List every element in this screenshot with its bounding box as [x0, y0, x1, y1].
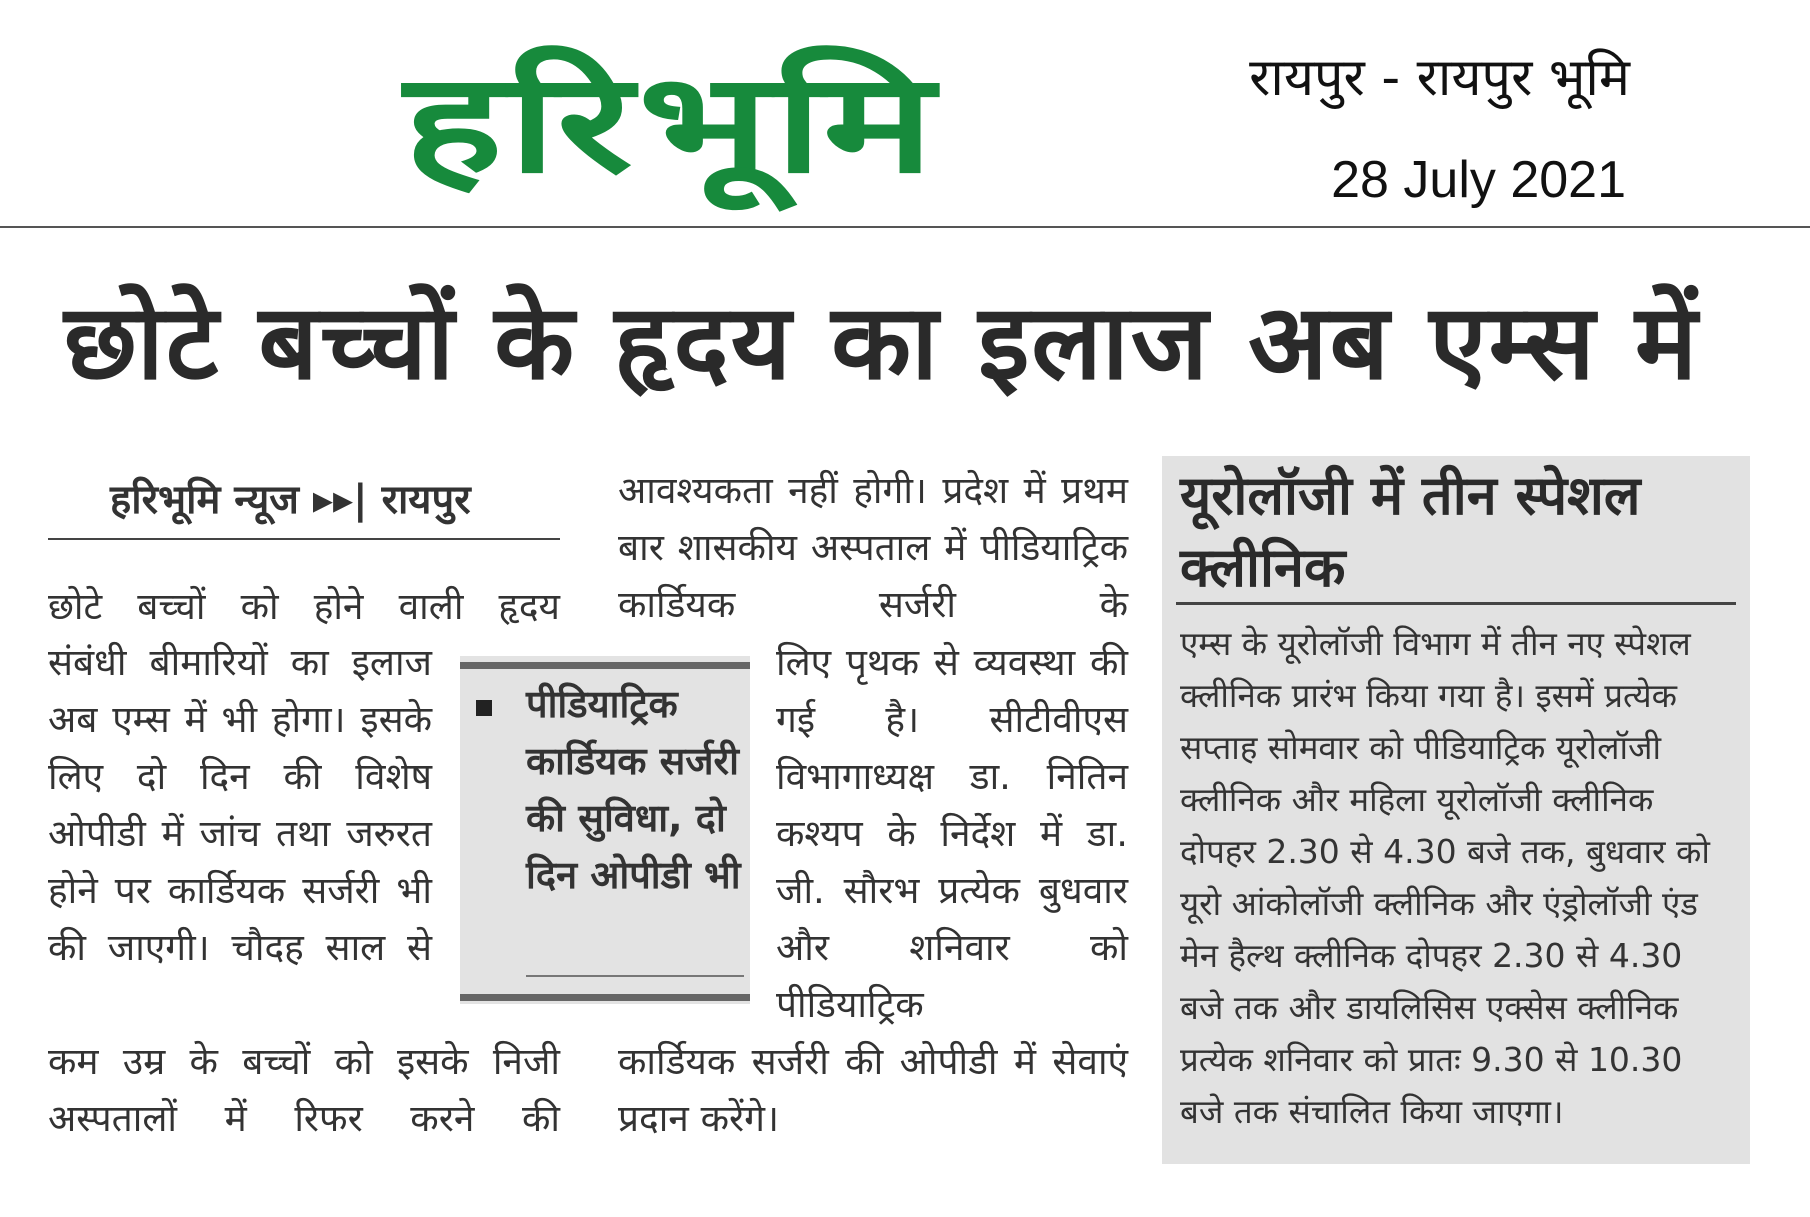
paragraph: कम उम्र के बच्चों को इसके निजी अस्पतालों में रिफर करने की: [48, 1040, 560, 1140]
article-column-1-body: [48, 634, 432, 976]
article-column-1-end: [48, 1033, 560, 1147]
paragraph: आवश्यकता नहीं होगी। प्रदेश में प्रथम बार शासकीय अस्पताल में पीडियाट्रिक कार्डियक सर्जरी के: [618, 469, 1128, 626]
pullquote-bottom-rule: [460, 994, 750, 1001]
paragraph: संबंधी बीमारियों का इलाज अब एम्स में भी होगा। इसके लिए दो दिन की विशेष ओपीडी में जांच तथा जरुरत होने पर कार्डियक सर्जरी भी की जाएगी। चौदह साल से: [48, 641, 432, 969]
edition-label: रायपुर - रायपुर भूमि: [1249, 48, 1630, 108]
sidebar-title-rule: [1176, 602, 1736, 605]
article-column-2-end: [618, 1033, 1128, 1147]
pullquote-inner-rule: [526, 975, 744, 977]
article-headline: छोटे बच्चों के हृदय का इलाज अब एम्स में: [64, 281, 1700, 403]
article-column-2-body: [776, 634, 1128, 1033]
article-column-1-intro: [48, 578, 560, 635]
sidebar-title: यूरोलॉजी में तीन स्पेशल क्लीनिक: [1180, 464, 1641, 599]
byline-divider: [48, 538, 560, 540]
paragraph: कार्डियक सर्जरी की ओपीडी में सेवाएं प्रदान करेंगे।: [618, 1040, 1128, 1140]
masthead-divider: [0, 226, 1810, 228]
paragraph: छोटे बच्चों को होने वाली हृदय: [48, 585, 560, 628]
publication-date: 28 July 2021: [1331, 151, 1626, 209]
square-bullet-icon: [476, 700, 492, 716]
pullquote-text: पीडियाट्रिक कार्डियक सर्जरी की सुविधा, दो दिन ओपीडी भी: [526, 682, 741, 897]
article-column-2-top: [618, 462, 1128, 633]
sidebar-body: एम्स के यूरोलॉजी विभाग में तीन नए स्पेशल क्लीनिक प्रारंभ किया गया है। इसमें प्रत्येक सप्ताह सोमवार को पीडियाट्रिक यूरोलॉजी क्लीनिक और महिला यूरोलॉजी क्लीनिक दोपहर 2.30 से 4.30 बजे तक, बुधवार को यूरो आंकोलॉजी क्लीनिक और एंड्रोलॉजी एंड मेन हैल्थ क्लीनिक दोपहर 2.30 से 4.30 बजे तक और डायलिसिस एक्सेस क्लीनिक प्रत्येक शनिवार को प्रातः 9.30 से 10.30 बजे तक संचालित किया जाएगा।: [1180, 624, 1710, 1131]
masthead-logo: हरिभूमि: [403, 43, 940, 204]
byline: हरिभूमि न्यूज ▸▸| रायपुर: [110, 477, 471, 523]
paragraph: लिए पृथक से व्यवस्था की गई है। सीटीवीएस विभागाध्यक्ष डा. नितिन कश्यप के निर्देश में डा. जी. सौरभ प्रत्येक बुधवार और शनिवार को पीडियाट्रिक: [776, 641, 1128, 1026]
pullquote-top-rule: [460, 662, 750, 669]
